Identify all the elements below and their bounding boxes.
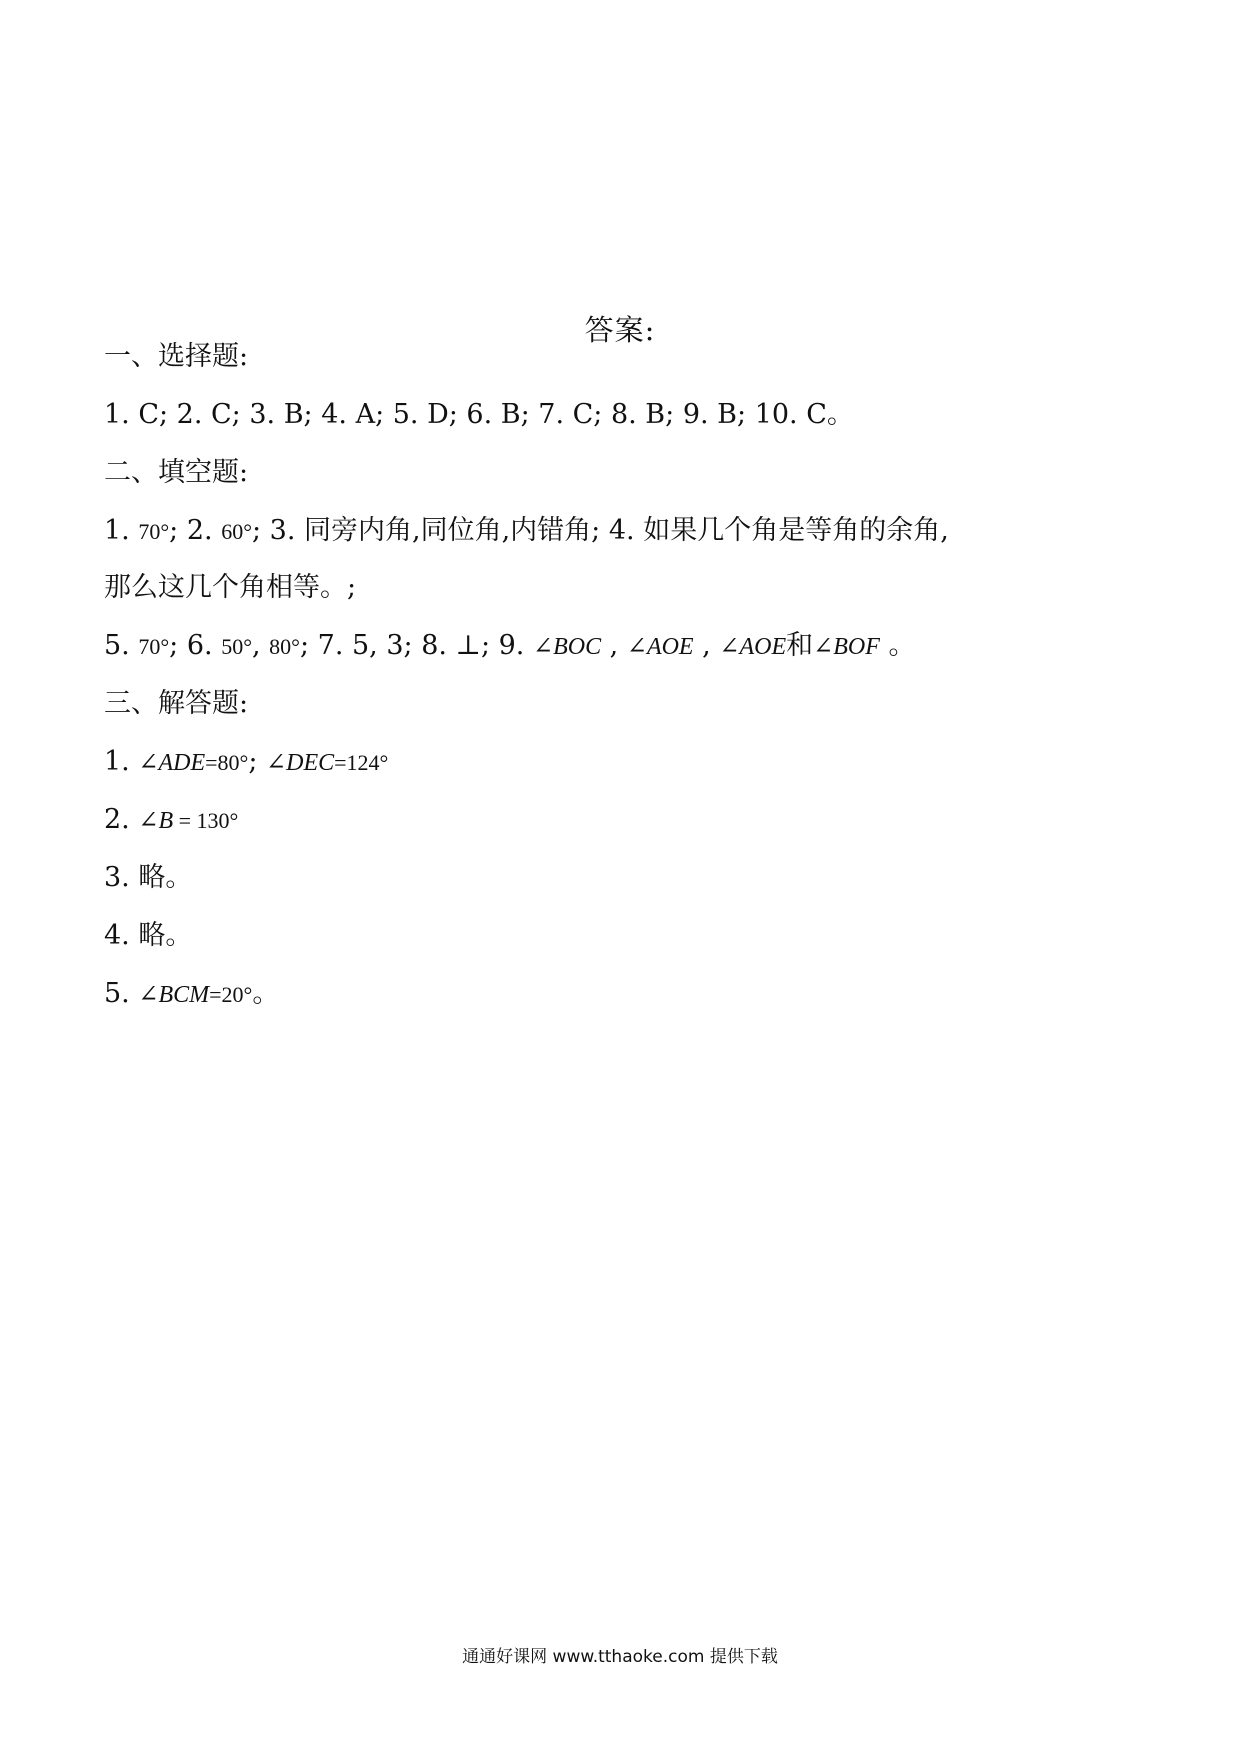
text-segment: ; 2. — [169, 515, 222, 546]
math-angle: ∠BOF — [813, 634, 880, 660]
solve-item-5 — [104, 974, 1144, 1015]
text-segment: 。 — [252, 978, 280, 1009]
section-heading-fill: 二、填空题: — [104, 457, 249, 488]
solve-item-1 — [104, 742, 1144, 783]
fill-answers-line-3 — [104, 626, 1144, 667]
solve-item-3: 3. 略。 — [104, 862, 193, 893]
angle-value: =80° — [205, 750, 249, 775]
angle-value: =124° — [334, 750, 389, 775]
solve-item-4: 4. 略。 — [104, 920, 193, 951]
text-segment: 5. — [104, 978, 139, 1009]
math-angle: ∠B — [138, 808, 174, 834]
angle-value: 70° — [138, 519, 170, 544]
text-segment: 和 — [786, 630, 814, 661]
section-heading-solve: 三、解答题: — [104, 688, 249, 719]
choice-answers: 1. C; 2. C; 3. B; 4. A; 5. D; 6. B; 7. C; 8. B; 9. B; 10. C。 — [104, 399, 854, 430]
text-segment: 。 — [879, 630, 916, 661]
text-segment: 1. — [104, 515, 139, 546]
angle-value: = 130° — [173, 808, 239, 833]
angle-value: 60° — [221, 519, 252, 544]
text-segment: 2. — [104, 804, 139, 835]
math-angle: ∠ADE — [138, 750, 206, 776]
text-segment: , — [252, 630, 270, 661]
solve-item-2 — [104, 800, 1144, 841]
text-segment: ; 3. 同旁内角,同位角,内错角; 4. 如果几个角是等角的余角, — [252, 515, 949, 546]
text-segment: 1. — [104, 746, 139, 777]
fill-answers-line-1 — [104, 511, 1144, 552]
section-heading-choice: 一、选择题: — [104, 341, 249, 372]
text-segment: , — [601, 630, 627, 661]
text-segment: ; 6. — [169, 630, 222, 661]
fill-answers-line-2: 那么这几个角相等。; — [104, 572, 357, 603]
text-segment: 5. — [104, 630, 139, 661]
text-segment: ; — [248, 746, 267, 777]
angle-value: 50° — [221, 634, 252, 659]
math-angle: ∠BCM — [138, 982, 210, 1008]
page-footer: 通通好课网 www.tthaoke.com 提供下载 — [462, 1647, 778, 1667]
math-angle: ∠BOC — [532, 634, 602, 660]
text-segment: ; 7. 5, 3; 8. ⊥; 9. — [299, 630, 533, 661]
math-angle: ∠AOE — [719, 634, 787, 660]
angle-value: 70° — [138, 634, 170, 659]
math-angle: ∠DEC — [266, 750, 335, 776]
angle-value: =20° — [209, 982, 253, 1007]
text-segment: , — [693, 630, 720, 661]
angle-value: 80° — [269, 634, 300, 659]
page-title: 答案: — [584, 313, 656, 347]
math-angle: ∠AOE — [626, 634, 694, 660]
